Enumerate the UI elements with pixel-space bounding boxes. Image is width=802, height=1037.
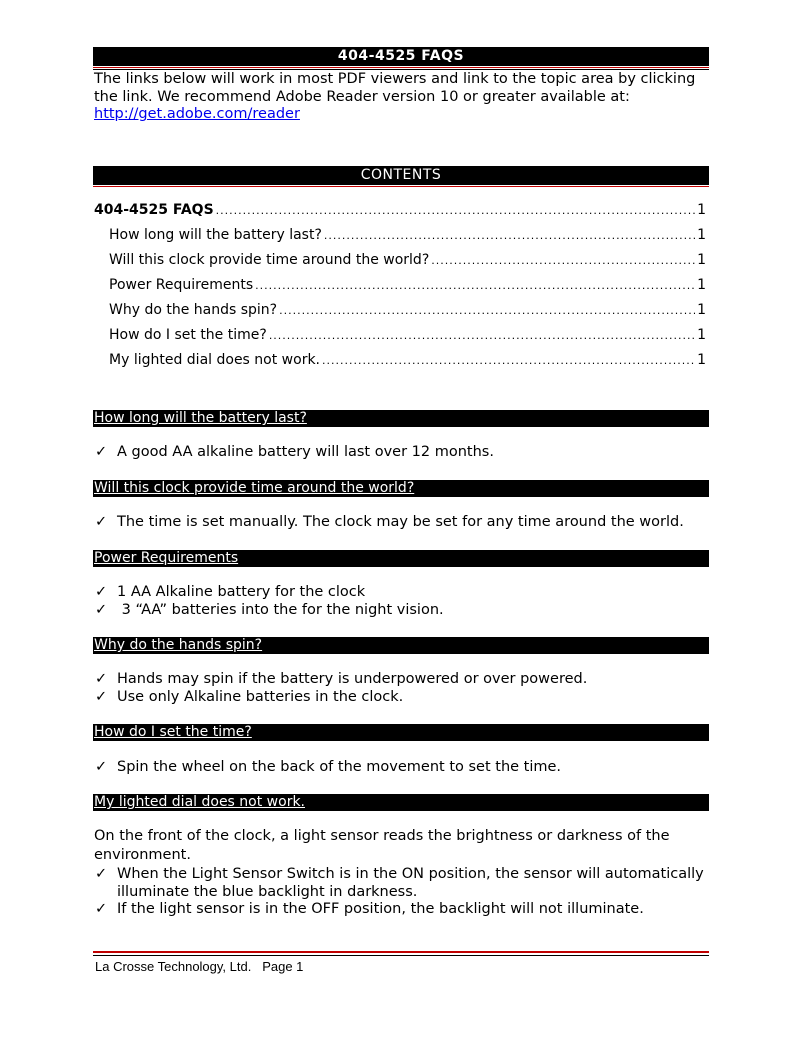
list-item: ✓ The time is set manually. The clock may be set for any time around the world. [95,514,684,530]
toc-item-set-time[interactable] [94,327,706,352]
toc-item-power[interactable] [94,277,706,302]
section-battery-bullets [95,444,709,462]
list-item: ✓ Spin the wheel on the back of the movement to set the time. [95,759,562,775]
section-heading-set-time: How do I set the time? [93,724,709,741]
section-heading-lighted-dial: My lighted dial does not work. [93,794,709,811]
list-item: ✓ Use only Alkaline batteries in the clock. [95,688,404,705]
toc-item-world-time[interactable] [94,252,706,277]
toc-label: Power Requirements [109,277,254,293]
toc-item-hands-spin[interactable] [94,302,706,327]
list-item: ✓ 3 “AA” batteries into the for the night vision. [95,601,444,618]
intro-paragraph [94,71,710,124]
checkmark-icon: ✓ [95,444,108,460]
toc-label: My lighted dial does not work. [109,352,321,368]
toc-page: 1 [697,327,706,343]
toc-page: 1 [697,277,706,293]
checkmark-icon: ✓ [95,759,108,775]
toc-leader [324,229,695,242]
toc-leader [322,354,695,367]
list-item: ✓ A good AA alkaline battery will last over 12 months. [95,444,494,460]
checkmark-icon: ✓ [95,866,108,882]
toc-page: 1 [697,352,706,368]
adobe-reader-link[interactable]: http://get.adobe.com/reader [94,106,300,122]
toc-item-faqs[interactable] [94,202,706,227]
toc-leader [279,304,695,317]
section-power-bullets [95,584,709,619]
toc-leader [431,254,695,267]
checkmark-icon: ✓ [95,671,108,687]
checkmark-icon: ✓ [95,584,108,600]
list-item: ✓ If the light sensor is in the OFF position, the backlight will not illuminate. [95,901,644,917]
checkmark-icon: ✓ [95,688,108,705]
toc-label: 404-4525 FAQS [94,202,214,218]
section-heading-battery: How long will the battery last? [93,410,709,427]
contents-heading: CONTENTS [93,166,709,185]
section-heading-hands-spin: Why do the hands spin? [93,637,709,654]
toc-page: 1 [697,302,706,318]
toc-item-lighted-dial[interactable] [94,352,706,377]
title-thin-rule [93,69,709,70]
list-item: ✓ When the Light Sensor Switch is in the ON position, the sensor will automatically illuminate the blue backlight in darkness. [95,866,704,900]
list-item: ✓ 1 AA Alkaline battery for the clock [95,584,366,600]
title-red-rule [93,67,709,68]
checkmark-icon: ✓ [95,901,108,917]
intro-text: The links below will work in most PDF viewers and link to the topic area by clicking the link. We recommend Adobe Reader version 10 or greater available at: [94,71,696,105]
contents-red-rule [93,186,709,187]
section-heading-world-time: Will this clock provide time around the world? [93,480,709,497]
footer-thin-rule [93,955,709,956]
footer-red-rule [93,951,709,953]
toc-label: How do I set the time? [109,327,267,343]
toc-item-battery[interactable] [94,227,706,252]
section-hands-spin-bullets [95,671,709,706]
section-lighted-dial-bullets [95,866,709,919]
checkmark-icon: ✓ [95,514,108,530]
toc-page: 1 [697,227,706,243]
toc-page: 1 [697,252,706,268]
checkmark-icon: ✓ [95,601,108,618]
table-of-contents [94,202,706,377]
page-title: 404-4525 FAQS [93,47,709,66]
toc-label: How long will the battery last? [109,227,322,243]
toc-label: Why do the hands spin? [109,302,278,318]
page-footer [95,959,303,974]
toc-leader [269,329,695,342]
footer-company: La Crosse Technology, Ltd. [95,959,252,974]
section-set-time-bullets [95,759,709,777]
lighted-dial-paragraph: On the front of the clock, a light sensor reads the brightness or darkness of the environment. [94,828,670,863]
section-heading-power: Power Requirements [93,550,709,567]
footer-page-number: Page 1 [262,959,304,974]
toc-leader [216,204,695,217]
toc-leader [255,279,695,292]
toc-label: Will this clock provide time around the world? [109,252,430,268]
toc-page: 1 [697,202,706,218]
section-world-time-bullets [95,514,709,532]
list-item: ✓ Hands may spin if the battery is underpowered or over powered. [95,671,588,687]
